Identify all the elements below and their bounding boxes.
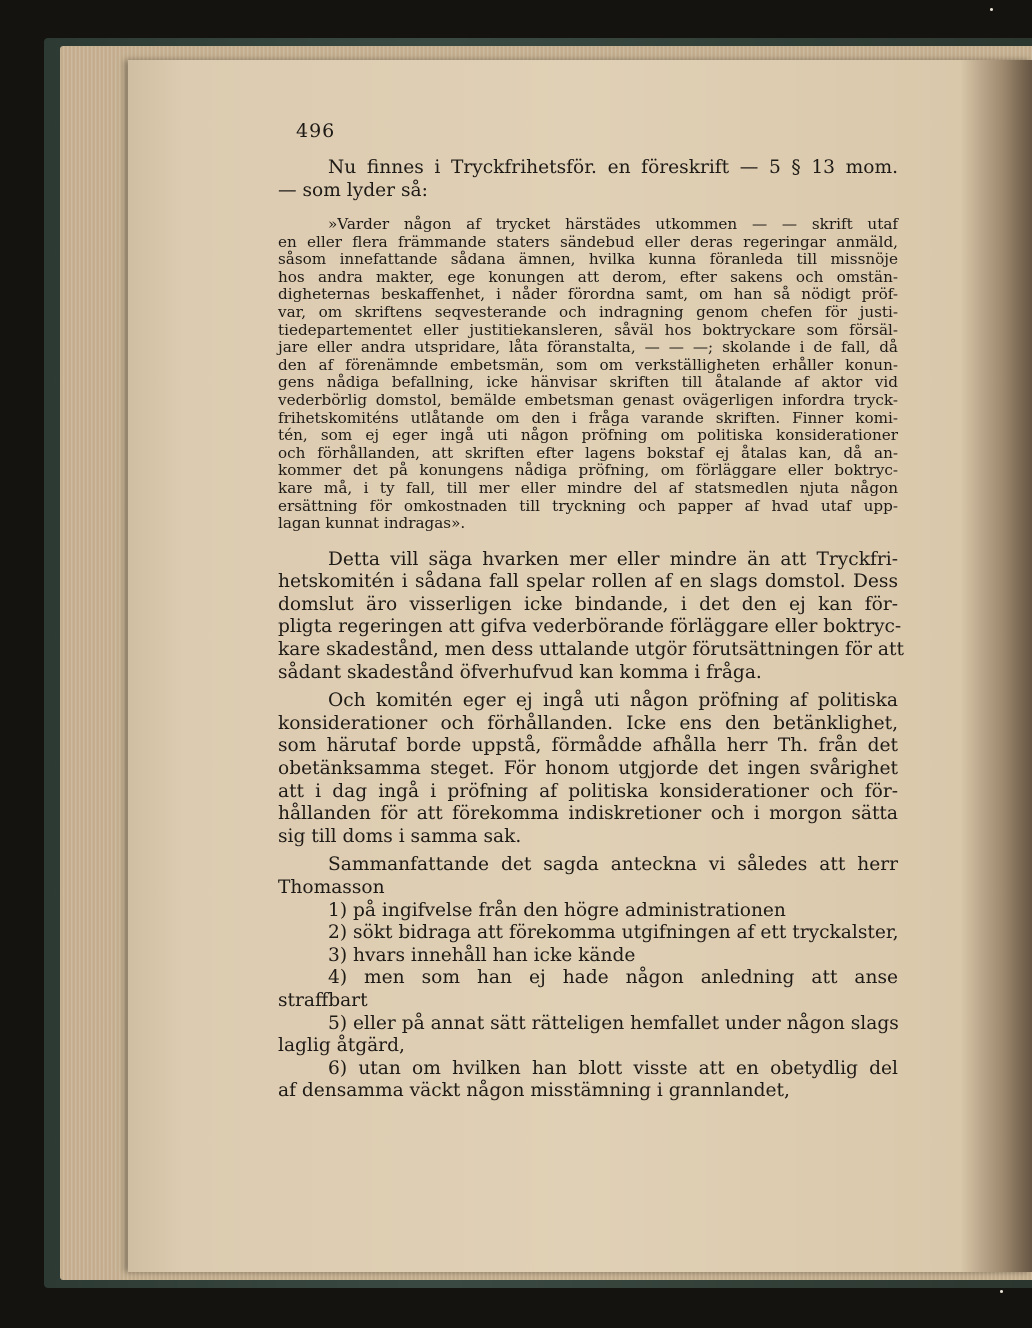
paragraph-komiten bbox=[278, 690, 898, 848]
quoted-regulation bbox=[278, 216, 898, 533]
quote-line: digheternas beskaffenhet, i nåder förordna samt, om han så nödigt pröf- bbox=[278, 285, 898, 304]
intro-line: — som lyder så: bbox=[278, 180, 428, 201]
quote-line: ersättning för omkostnaden till tryckning och papper af hvad utaf upp- bbox=[278, 496, 898, 515]
intro-line: Nu finnes i Tryckfrihetsför. en föreskrift — 5 § 13 mom. bbox=[328, 157, 898, 178]
page-text bbox=[278, 120, 904, 1103]
quote-line: »Varder någon af trycket härstädes utkommen — — skrift utaf bbox=[328, 215, 898, 233]
page-number: 496 bbox=[296, 120, 336, 142]
body-line: kare skadestånd, men dess uttalande utgör förutsättningen för att bbox=[278, 639, 904, 661]
body-line: sådant skadestånd öfverhufvud kan komma i fråga. bbox=[278, 661, 762, 683]
body-line: konsiderationer och förhållanden. Icke ens den betänklighet, bbox=[278, 712, 898, 734]
body-line: som härutaf borde uppstå, förmådde afhålla herr Th. från det bbox=[278, 735, 898, 757]
speck bbox=[990, 8, 993, 11]
list-item: 6) utan om hvilken han blott visste att en obetydlig del bbox=[328, 1057, 898, 1079]
list-item: 4) men som han ej hade någon anledning att anse bbox=[328, 967, 898, 989]
quote-line: jare eller andra utspridare, låta föranstalta, — — —; skolande i de fall, då bbox=[278, 338, 898, 357]
list-item: 3) hvars innehåll han icke kände bbox=[328, 944, 636, 966]
quote-line: vederbörlig domstol, bemälde embetsman genast ovägerligen infordra tryck- bbox=[278, 390, 898, 409]
quote-line: tiedepartementet eller justitiekansleren, såväl hos boktryckare som försäl- bbox=[278, 320, 898, 339]
list-item: 1) på ingifvelse från den högre administrationen bbox=[328, 899, 786, 921]
body-line: Detta vill säga hvarken mer eller mindre än att Tryckfri- bbox=[328, 548, 898, 570]
paragraph-sammanfattande bbox=[278, 854, 898, 899]
list-item: 2) sökt bidraga att förekomma utgifningen af ett tryckalster, bbox=[328, 922, 899, 944]
quote-line: en eller flera främmande staters sändebud eller deras regeringar anmäld, bbox=[278, 232, 898, 251]
quote-line: lagan kunnat indragas». bbox=[278, 514, 466, 533]
quote-line: frihetskomiténs utlåtande om den i fråga varande skriften. Finner komi- bbox=[278, 408, 898, 427]
quote-line: gens nådiga befallning, icke hänvisar skriften till åtalande af aktor vid bbox=[278, 373, 898, 392]
body-line: Och komitén eger ej ingå uti någon pröfning af politiska bbox=[328, 690, 898, 712]
quote-line: kare må, i ty fall, till mer eller mindre del af statsmedlen njuta någon bbox=[278, 478, 898, 497]
quote-line: tén, som ej eger ingå uti någon pröfning om politiska konsiderationer bbox=[278, 426, 898, 445]
quote-line: och förhållanden, att skriften efter lagens bokstaf ej åtalas kan, då an- bbox=[278, 443, 898, 462]
quote-line: såsom innefattande sådana ämnen, hvilka kunna föranleda till missnöje bbox=[278, 250, 898, 269]
background-specks bbox=[984, 0, 1014, 1328]
list-item-continuation: straffbart bbox=[278, 989, 368, 1011]
quote-line: var, om skriftens seqvesterande och indragning genom chefen för justi- bbox=[278, 302, 898, 321]
list-item-continuation: af densamma väckt någon misstämning i grannlandet, bbox=[278, 1080, 790, 1102]
intro-paragraph bbox=[278, 156, 898, 202]
body-line: Sammanfattande det sagda anteckna vi således att herr bbox=[328, 854, 898, 876]
body-line: att i dag ingå i pröfning af politiska konsiderationer och för- bbox=[278, 780, 898, 802]
speck bbox=[1000, 1290, 1003, 1293]
quote-line: den af förenämnde embetsmän, som om verkställigheten erhåller konun- bbox=[278, 355, 898, 374]
quote-line: kommer det på konungens nådiga pröfning, om förläggare eller boktryc- bbox=[278, 461, 898, 480]
body-line: pligta regeringen att gifva vederbörande förläggare eller boktryc- bbox=[278, 616, 902, 638]
body-line: hållanden för att förekomma indiskretioner och i morgon sätta bbox=[278, 803, 898, 825]
enumerated-list bbox=[278, 900, 898, 1103]
paragraph-detta bbox=[278, 548, 904, 685]
list-item-continuation: laglig åtgärd, bbox=[278, 1035, 405, 1057]
body-line: domslut äro visserligen icke bindande, i det den ej kan för- bbox=[278, 593, 898, 615]
body-line: Thomasson bbox=[278, 877, 385, 898]
list-item: 5) eller på annat sätt rätteligen hemfallet under någon slags bbox=[328, 1012, 899, 1034]
body-line: sig till doms i samma sak. bbox=[278, 825, 522, 847]
body-line: hetskomitén i sådana fall spelar rollen af en slags domstol. Dess bbox=[278, 571, 898, 593]
quote-line: hos andra makter, ege konungen att derom, efter sakens och omstän- bbox=[278, 267, 898, 286]
body-line: obetänksamma steget. För honom utgjorde det ingen svårighet bbox=[278, 758, 898, 780]
